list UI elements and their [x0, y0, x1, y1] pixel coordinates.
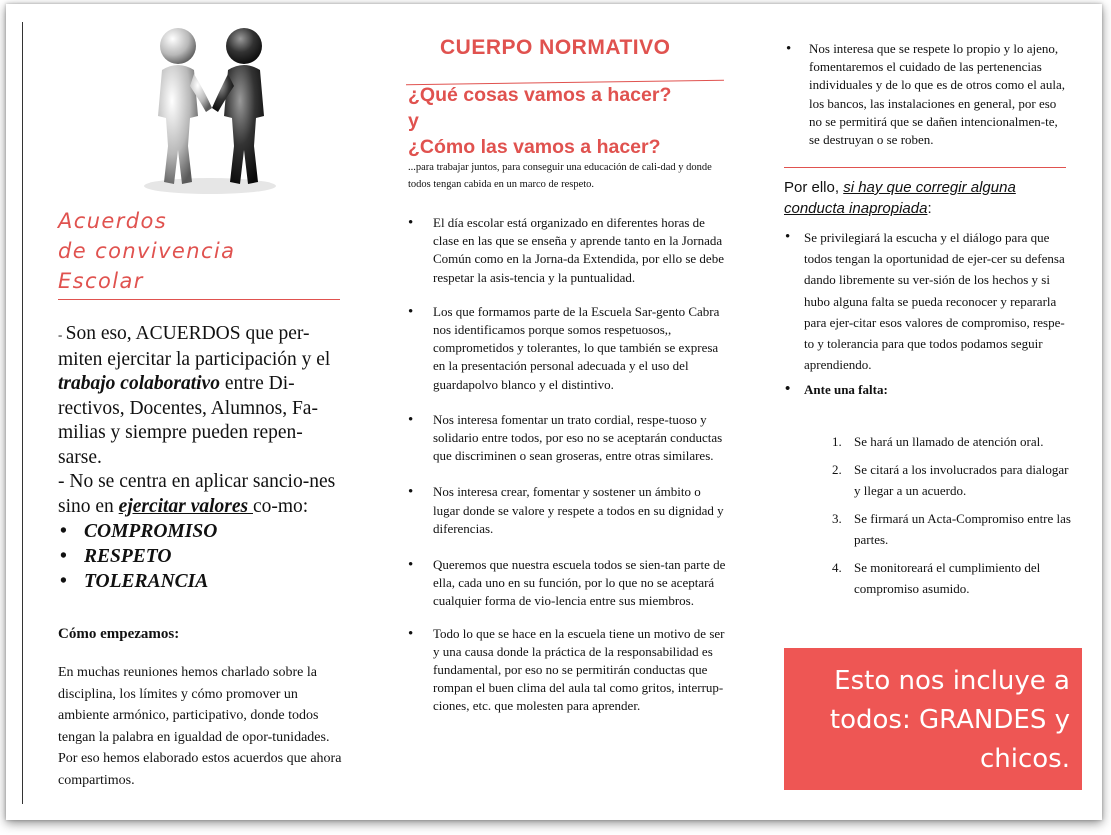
- rules-list: [404, 214, 726, 716]
- brochure-title: Acuerdos de convivencia Escolar: [58, 209, 236, 293]
- step-item: 4. Se monitoreará el cumplimiento del compromiso asumido.: [832, 560, 1041, 596]
- correction-list: [784, 227, 1074, 401]
- list-item: • Nos interesa fomentar un trato cordial, respe-tuoso y solidario entre todos, por eso no se aceptarán conductas que discriminen o sean groseras, entre otras similares.: [404, 411, 726, 466]
- callout-box: Esto nos incluye a todos: GRANDES y chicos.: [784, 648, 1082, 790]
- question-heading: ¿Qué cosas vamos a hacer?: [408, 84, 672, 106]
- steps-list: [832, 431, 1072, 606]
- step-item: 1. Se hará un llamado de atención oral.: [832, 434, 1044, 449]
- list-item: • Todo lo que se hace en la escuela tiene un motivo de ser y una causa donde la práctica de la responsabilidad es fundamental, por eso no se permitirán conductas que rompan el buen clima del aula tal como gritos, interrup-ciones, etc. que molesten para aprender.: [404, 625, 726, 716]
- list-item: • Nos interesa que se respete lo propio y lo ajeno, fomentaremos el cuidado de las pertenencias individuales y de lo que es de otros como el aula, los bancos, las instalaciones en general, por eso no se permitirá que se dañen intencionalmen-te, se destruyan o se roben.: [784, 40, 1066, 149]
- list-item: • Ante una falta:: [784, 379, 1074, 400]
- subtitle-text: ...para trabajar juntos, para conseguir una educación de cali-dad y donde todos tengan cabida en un marco de respeto.: [408, 162, 712, 190]
- section-heading: Cómo empezamos:: [58, 626, 180, 642]
- list-item: • Los que formamos parte de la Escuela Sar-gento Cabra nos identificamos porque somos respetuosos,, comprometidos y tolerantes, lo que también se expresa en la presentación personal adecuada y el uso del guardapolvo blanco y el distintivo.: [404, 303, 726, 394]
- values-list: [58, 519, 340, 594]
- list-item: • Nos interesa crear, fomentar y sostener un ámbito o lugar donde se valore y respete a todos en su dignidad y diferencias.: [404, 483, 726, 538]
- correction-intro: Por ello, si hay que corregir alguna conducta inapropiada:: [784, 179, 1016, 217]
- divider: [784, 167, 1066, 168]
- step-item: 3. Se firmará un Acta-Compromiso entre las partes.: [832, 511, 1071, 547]
- left-fold-line: [22, 22, 23, 804]
- section-paragraph: En muchas reuniones hemos charlado sobre la disciplina, los límites y cómo promover un ambiente armónico, participativo, donde todos tengan la palabra en igualdad de opor-tunidades. Por eso hemos elaborado estos acuerdos que ahora compartimos.: [58, 665, 342, 788]
- rules-list-continued: [784, 40, 1066, 149]
- handshake-figures-image: [140, 26, 280, 194]
- title-underline: [58, 299, 340, 300]
- list-item: • El día escolar está organizado en diferentes horas de clase en las que se enseña y aprende tanto en la Jornada Común como en la Jorna-da Extendida, por ello se debe respetar la asis-tencia y la puntualidad.: [404, 214, 726, 287]
- list-item: • Queremos que nuestra escuela todos se sien-tan parte de ella, cada uno en su función, por lo que no se aceptará cualquier forma de vio-lencia entre sus miembros.: [404, 556, 726, 611]
- question-heading: ¿Cómo las vamos a hacer?: [408, 136, 661, 158]
- section-title: CUERPO NORMATIVO: [440, 36, 671, 59]
- question-connector: y: [408, 110, 419, 132]
- intro-text: - Son eso, ACUERDOS que per-miten ejercitar la participación y el trabajo colaborativo entre Di-rectivos, Docentes, Alumnos, Fa-milias y siempre pueden repen-sarse. - No se centra en aplicar sancio-nes sino en ejercitar valores co-mo: • COMPROMISO • RESPETO • TOLERANCIA: [58, 322, 340, 594]
- value-item: • COMPROMISO: [84, 519, 340, 544]
- brochure-sheet: [6, 4, 1102, 820]
- step-item: 2. Se citará a los involucrados para dialogar y llegar a un acuerdo.: [832, 462, 1069, 498]
- value-item: • TOLERANCIA: [84, 569, 340, 594]
- value-item: • RESPETO: [84, 544, 340, 569]
- list-item: • Se privilegiará la escucha y el diálogo para que todos tengan la oportunidad de ejer-cer su defensa dando libremente su ver-sión de los hechos y si hubo alguna falta se pueda reconocer y repararla para ejer-citar esos valores de compromiso, respe-to y tolerancia para que todos podamos seguir aprendiendo.: [784, 227, 1074, 375]
